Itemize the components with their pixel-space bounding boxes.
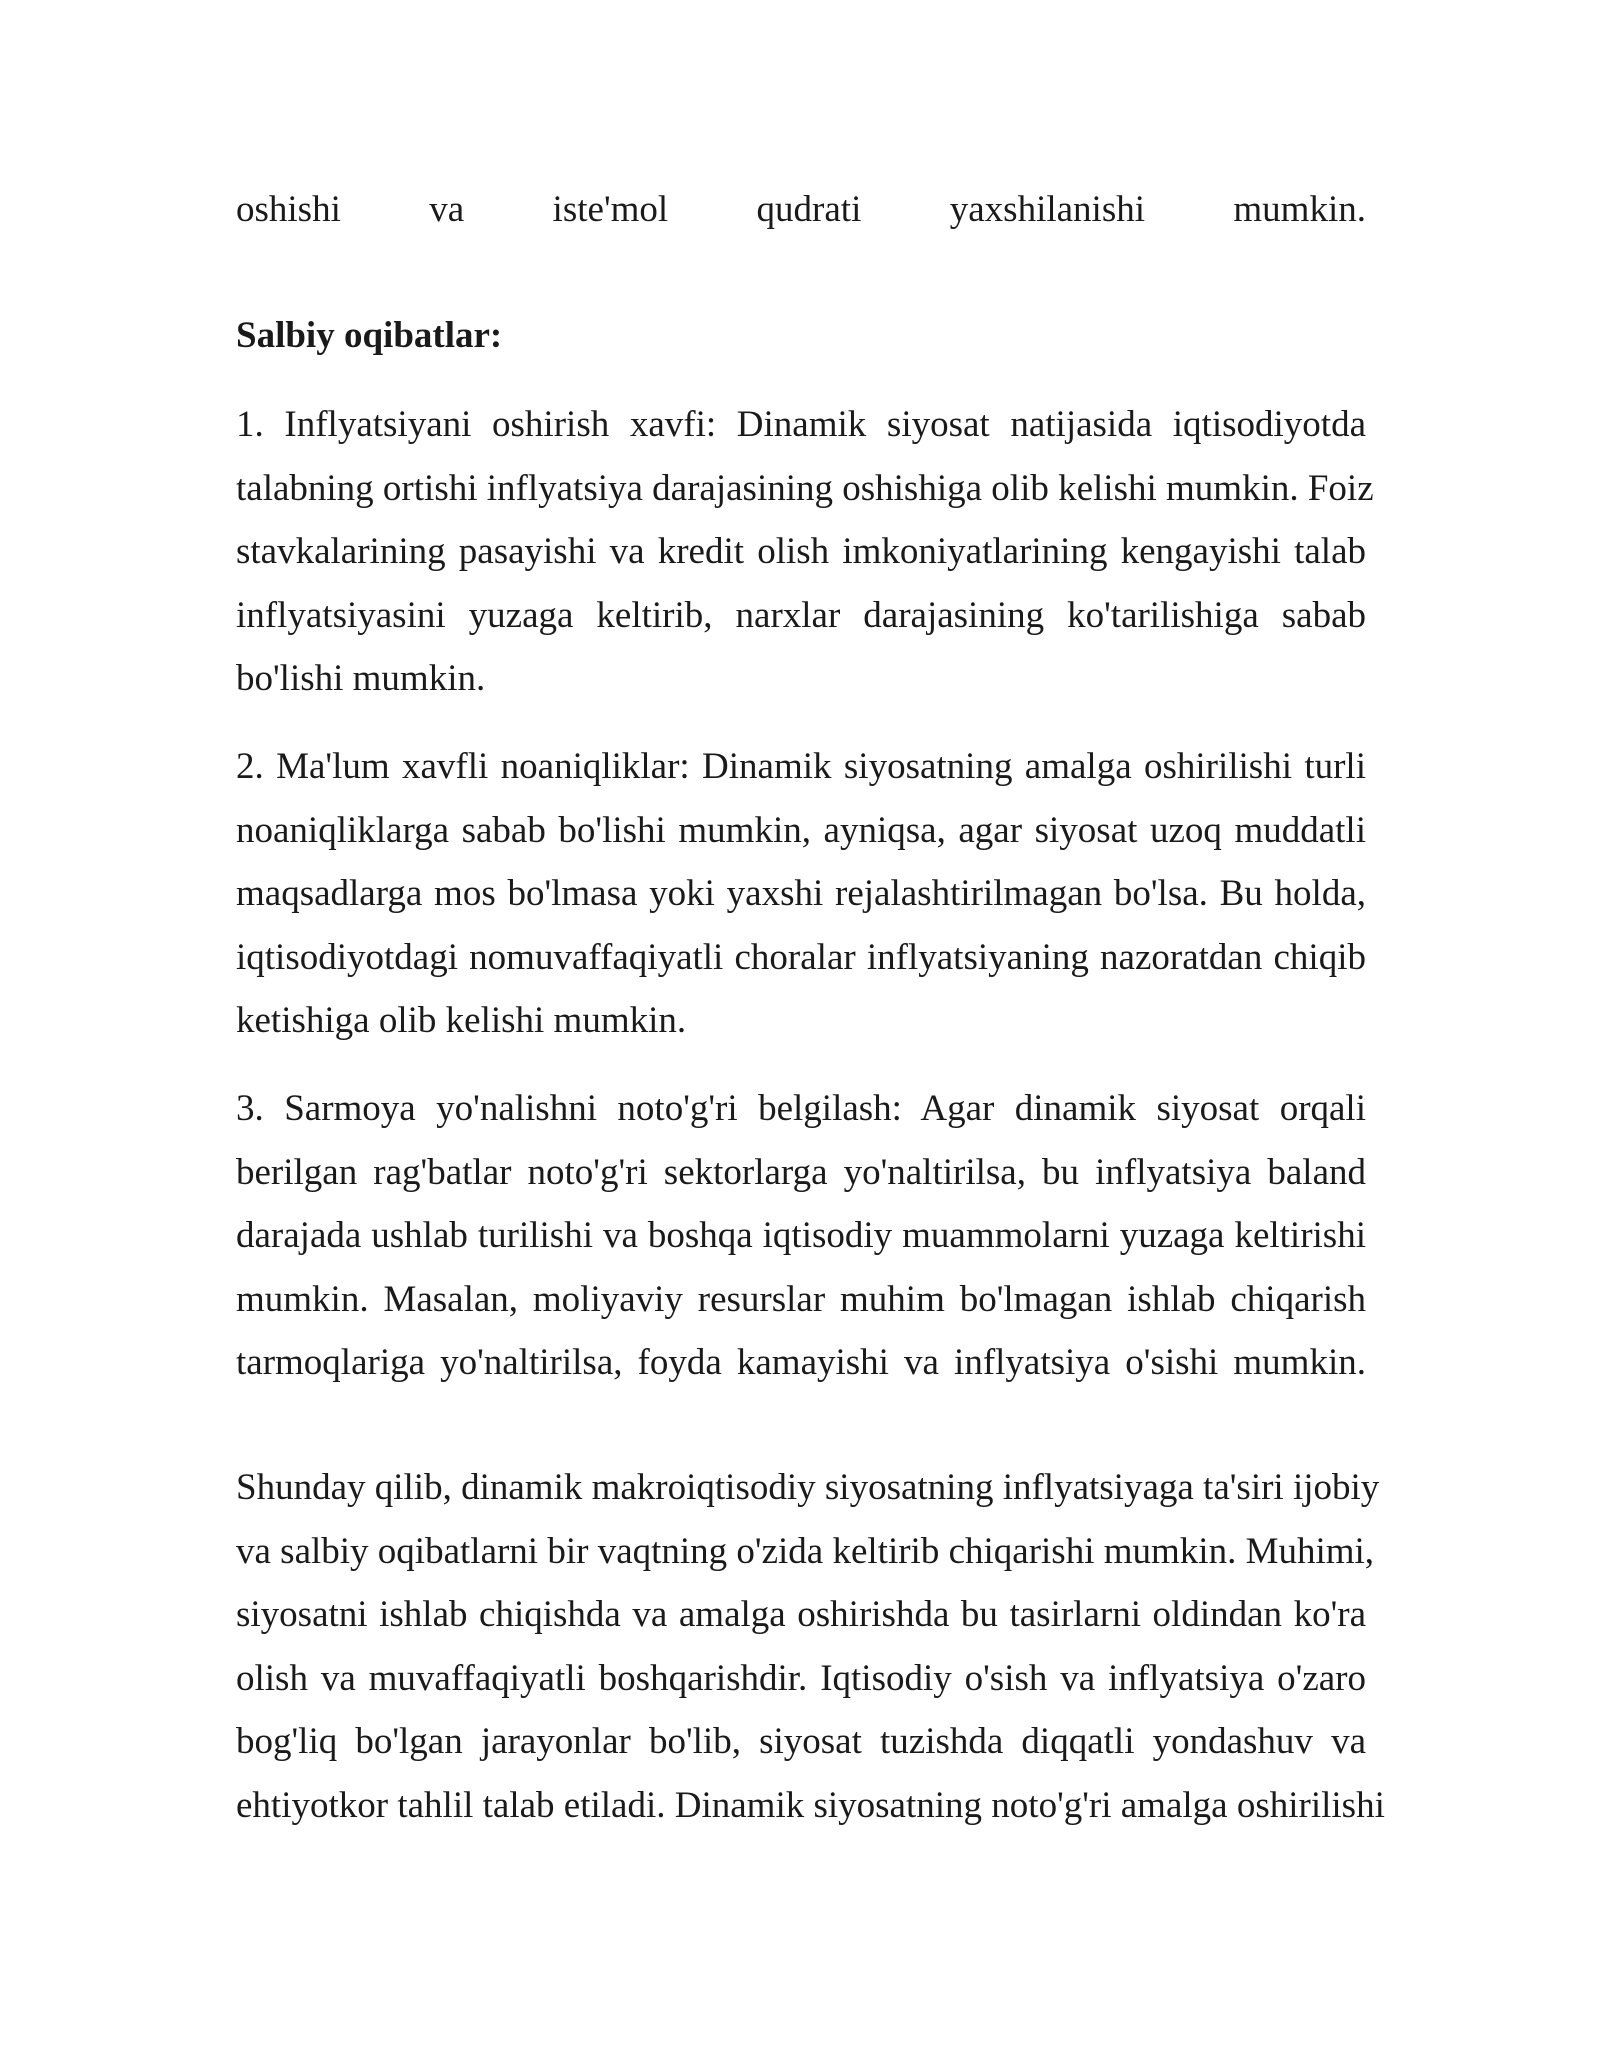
text-line: bog'liq bo'lgan jarayonlar bo'lib, siyosat tuzishda diqqatli yondashuv va [236, 1721, 1366, 1762]
text-line: Shunday qilib, dinamik makroiqtisodiy siyosatning inflyatsiyaga ta'siri ijobiy [236, 1467, 1380, 1508]
text-line: inflyatsiyasini yuzaga keltirib, narxlar darajasining ko'tarilishiga sabab [236, 594, 1366, 636]
list-item-1 [236, 393, 1374, 711]
text-line: iqtisodiyotdagi nomuvaffaqiyatli choralar inflyatsiyaning nazoratdan chiqib [236, 936, 1366, 978]
text-line: tarmoqlariga yo'naltirilsa, foyda kamayishi va inflyatsiya o'sishi mumkin. [236, 1342, 1366, 1383]
text-line: ehtiyotkor tahlil talab etiladi. Dinamik siyosatning noto'g'ri amalga oshirilishi [236, 1784, 1385, 1826]
text-line: ketishiga olib kelishi mumkin. [236, 1000, 687, 1041]
text-line: va salbiy oqibatlarni bir vaqtning o'zida keltirib chiqarishi mumkin. Muhimi, [236, 1530, 1375, 1572]
text-line: mumkin. Masalan, moliyaviy resurslar muhim bo'lmagan ishlab chiqarish [236, 1278, 1366, 1320]
list-item-3 [236, 1077, 1366, 1395]
text-line: olish va muvaffaqiyatli boshqarishdir. Iqtisodiy o'sish va inflyatsiya o'zaro [236, 1657, 1366, 1699]
continuation-paragraph [236, 178, 1366, 242]
conclusion-paragraph [236, 1456, 1385, 1837]
text-line: berilgan rag'batlar noto'g'ri sektorlarga yo'naltirilsa, bu inflyatsiya baland [236, 1151, 1366, 1193]
text-line: 3. Sarmoya yo'nalishni noto'g'ri belgilash: Agar dinamik siyosat orqali [236, 1088, 1366, 1129]
text-line: oshishi va iste'mol qudrati yaxshilanishi mumkin. [236, 189, 1366, 230]
text-line: 1. Inflyatsiyani oshirish xavfi: Dinamik siyosat natijasida iqtisodiyotda [236, 404, 1366, 445]
text-line: 2. Ma'lum xavfli noaniqliklar: Dinamik siyosatning amalga oshirilishi turli [236, 746, 1366, 787]
text-line: stavkalarining pasayishi va kredit olish imkoniyatlarining kengayishi talab [236, 531, 1366, 572]
section-heading [236, 304, 1366, 368]
list-item-2 [236, 735, 1366, 1053]
text-line: siyosatni ishlab chiqishda va amalga oshirishda bu tasirlarni oldindan ko'ra [236, 1594, 1366, 1635]
text-line: maqsadlarga mos bo'lmasa yoki yaxshi rejalashtirilmagan bo'lsa. Bu holda, [236, 873, 1366, 914]
text-line: bo'lishi mumkin. [236, 658, 486, 699]
text-line: darajada ushlab turilishi va boshqa iqtisodiy muammolarni yuzaga keltirishi [236, 1215, 1366, 1256]
heading-text: Salbiy oqibatlar: [236, 315, 503, 356]
text-line: talabning ortishi inflyatsiya darajasining oshishiga olib kelishi mumkin. Foiz [236, 467, 1374, 509]
text-line: noaniqliklarga sabab bo'lishi mumkin, ayniqsa, agar siyosat uzoq muddatli [236, 809, 1366, 851]
